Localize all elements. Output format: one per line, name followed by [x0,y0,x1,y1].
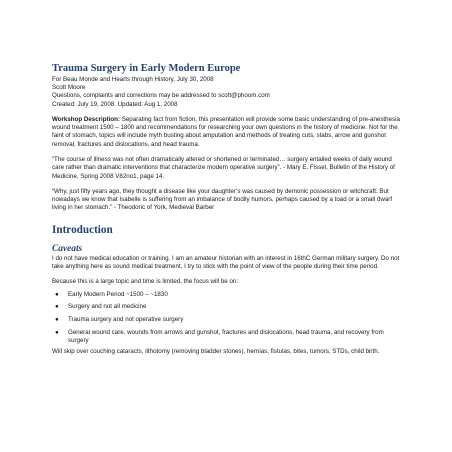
list-item-text: Early Modern Period ~1500 – ~1830 [68,290,168,298]
workshop-text: Separating fact from fiction, this presentation will provide some basic understanding of pre-anesthesia wound treatment 1500 – 1800 and recommendations for researching your own questions in the history of medicine. Not for the faint of stomach, topics will include myth busting about amputation and methods of treating cuts, stabs, arrow and gunshot removal, fractures and dislocations, and head trauma. [52,115,400,148]
bullet-icon: ● [55,290,59,298]
bullet-icon: ● [55,316,59,324]
list-item-text: Trauma surgery and not operative surgery [68,316,184,324]
list-item [52,291,404,299]
document-title: Trauma Surgery in Early Modern Europe [52,63,241,74]
list-item [52,316,404,324]
document-page [52,62,404,356]
quote-theodoric: “Why, just fifty years ago, they thought a disease like your daughter’s was caused by demonic possession or witchcraft. But nowadays we know that Isabelle is suffering from an imbalance of bodily humors, perhaps caused by a toad or a small dwarf living in her stomach.” - Theodoric of York, Medieval Barber [52,187,393,212]
list-item-text: Surgery and not all medicine [68,303,147,311]
introduction-heading: Introduction [52,223,113,236]
focus-intro: Because this is a large topic and time is limited, the focus will be on: [52,278,239,286]
list-item [52,303,404,311]
bullet-icon: ● [55,328,59,336]
workshop-label: Workshop Description: [52,115,120,123]
caveats-text: I do not have medical education or training. I am an amateur historian with an interest in 16thC German military surgery. Do not take anything here as sound medical treatment, I try to stick with the point of view of the people during their time period. [52,254,400,271]
skip-text: Will skip over couching cataracts, lithotomy (removing bladder stones), hernias, fistulas, bites, tumors, STDs, child birth. [52,347,380,355]
meta-line-author: Scott Moore [52,84,86,92]
meta-line-contact: Questions, complaints and corrections may be addressed to scott@phoom.com [52,92,270,100]
meta-line-dates: Created: July 19, 2008. Updated: Aug 1, 2008 [52,100,178,108]
focus-list [52,291,404,346]
quote-fissel: “The course of illness was not often dramatically altered or shortened or terminated… surgery entailed weeks of daily wound care rather than dramatic interventions that characterize modern operative surgery”. - Mary E. Fissel, Bulletin of the History of Medicine, Spring 2008 V82no1, page 14. [52,156,395,180]
list-item [52,329,404,345]
workshop-description [52,116,404,149]
caveats-heading: Caveats [52,243,83,254]
meta-line-event: For Beau Monde and Hearts through History, July 30, 2008 [52,76,214,83]
bullet-icon: ● [55,303,59,311]
list-item-text: General wound care, wounds from arrows and gunshot, fractures and dislocations, head trauma, and recovery from surgery [68,328,384,344]
